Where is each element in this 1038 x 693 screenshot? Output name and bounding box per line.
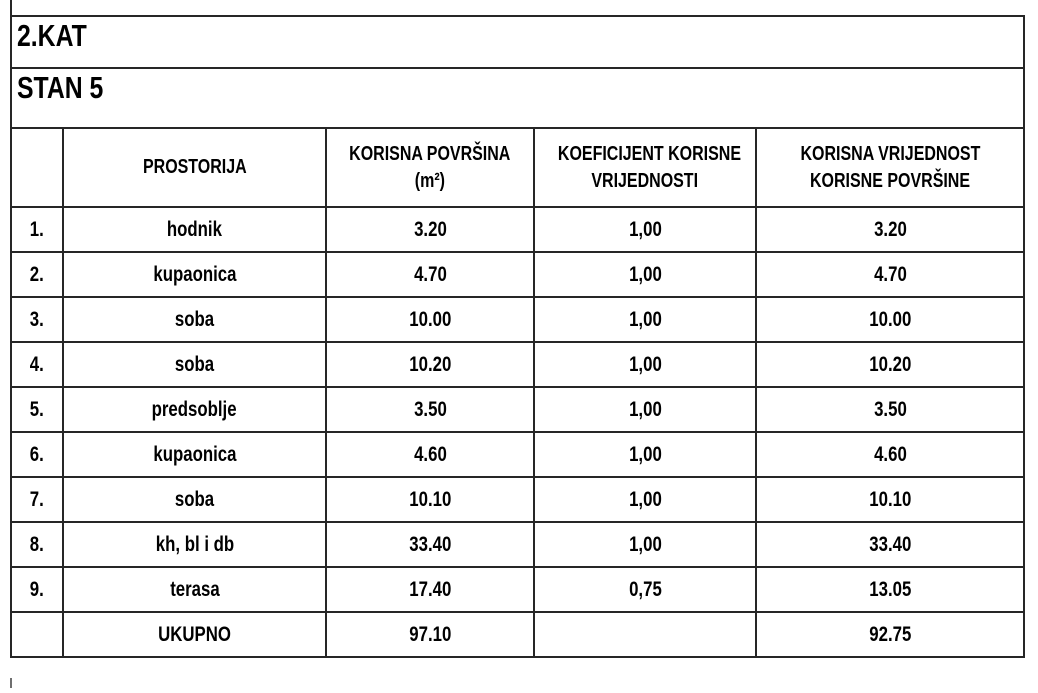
clipped-border-stub-bottom xyxy=(10,678,12,688)
useful-value: 33.40 xyxy=(868,532,912,556)
total-num-cell xyxy=(11,612,63,657)
floor-title: 2.KAT xyxy=(17,18,87,53)
row-num-cell xyxy=(11,522,63,567)
room-cell xyxy=(63,387,326,432)
useful-value-cell xyxy=(756,252,1024,297)
table-row xyxy=(11,477,1024,522)
header-value-line2: KORISNE POVRŠINE xyxy=(810,169,971,192)
room-name: kupaonica xyxy=(152,262,237,286)
row-num-cell xyxy=(11,387,63,432)
header-area-cell xyxy=(326,128,534,207)
useful-value-cell xyxy=(756,522,1024,567)
total-label-cell xyxy=(63,612,326,657)
row-num: 5. xyxy=(29,397,44,421)
area-cell xyxy=(326,432,534,477)
area-value: 17.40 xyxy=(408,577,452,601)
useful-value: 4.70 xyxy=(873,262,907,286)
coefficient-value: 1,00 xyxy=(628,352,662,376)
coefficient-value: 1,00 xyxy=(628,262,662,286)
coefficient-cell xyxy=(534,252,756,297)
total-row xyxy=(11,612,1024,657)
room-cell xyxy=(63,522,326,567)
coefficient-cell xyxy=(534,387,756,432)
coefficient-cell xyxy=(534,477,756,522)
room-name: soba xyxy=(174,487,215,511)
useful-value: 4.60 xyxy=(873,442,907,466)
area-cell xyxy=(326,207,534,252)
room-name: soba xyxy=(174,307,215,331)
coefficient-cell xyxy=(534,522,756,567)
room-cell xyxy=(63,297,326,342)
row-num: 4. xyxy=(29,352,44,376)
table-row xyxy=(11,387,1024,432)
room-name: terasa xyxy=(169,577,220,601)
header-coefficient-line1: KOEFICIJENT KORISNE xyxy=(557,142,742,165)
floor-title-row xyxy=(11,16,1024,68)
coefficient-cell xyxy=(534,207,756,252)
coefficient-cell xyxy=(534,432,756,477)
row-num: 8. xyxy=(29,532,44,556)
row-num: 1. xyxy=(29,217,44,241)
area-value: 3.20 xyxy=(413,217,447,241)
header-coefficient-cell xyxy=(534,128,756,207)
row-num: 6. xyxy=(29,442,44,466)
header-num-cell xyxy=(11,128,63,207)
room-cell xyxy=(63,567,326,612)
room-name: kupaonica xyxy=(152,442,237,466)
area-cell xyxy=(326,567,534,612)
row-num-cell xyxy=(11,342,63,387)
useful-value-cell xyxy=(756,477,1024,522)
row-num-cell xyxy=(11,477,63,522)
table-row xyxy=(11,252,1024,297)
area-cell xyxy=(326,297,534,342)
table-row xyxy=(11,567,1024,612)
coefficient-value: 0,75 xyxy=(628,577,662,601)
table-row xyxy=(11,207,1024,252)
room-name: predsoblje xyxy=(152,397,237,421)
total-area-cell xyxy=(326,612,534,657)
useful-value: 10.10 xyxy=(868,487,912,511)
coefficient-value: 1,00 xyxy=(628,397,662,421)
row-num: 7. xyxy=(29,487,44,511)
apartment-title-row xyxy=(11,68,1024,128)
table-row xyxy=(11,297,1024,342)
useful-value: 10.20 xyxy=(868,352,912,376)
area-value: 4.60 xyxy=(413,442,447,466)
total-useful-value: 92.75 xyxy=(868,622,912,646)
area-cell xyxy=(326,252,534,297)
useful-value-cell xyxy=(756,567,1024,612)
header-room-cell xyxy=(63,128,326,207)
apartment-title-cell xyxy=(11,68,1024,128)
room-cell xyxy=(63,207,326,252)
room-name: hodnik xyxy=(166,217,223,241)
header-value-cell xyxy=(756,128,1024,207)
header-area-line1: KORISNA POVRŠINA xyxy=(349,142,511,165)
room-cell xyxy=(63,432,326,477)
floor-title-cell xyxy=(11,16,1024,68)
area-calculation-table xyxy=(10,15,1025,658)
row-num-cell xyxy=(11,297,63,342)
table-row xyxy=(11,342,1024,387)
row-num: 3. xyxy=(29,307,44,331)
coefficient-value: 1,00 xyxy=(628,532,662,556)
useful-value-cell xyxy=(756,387,1024,432)
clipped-border-stub-top xyxy=(10,0,12,16)
room-cell xyxy=(63,342,326,387)
table-row xyxy=(11,522,1024,567)
row-num-cell xyxy=(11,252,63,297)
useful-value-cell xyxy=(756,297,1024,342)
useful-value-cell xyxy=(756,342,1024,387)
room-cell xyxy=(63,252,326,297)
coefficient-cell xyxy=(534,297,756,342)
area-cell xyxy=(326,387,534,432)
area-value: 33.40 xyxy=(408,532,452,556)
coefficient-cell xyxy=(534,342,756,387)
useful-value: 13.05 xyxy=(868,577,912,601)
coefficient-value: 1,00 xyxy=(628,442,662,466)
row-num-cell xyxy=(11,567,63,612)
room-name: soba xyxy=(174,352,215,376)
coefficient-value: 1,00 xyxy=(628,487,662,511)
useful-value: 3.20 xyxy=(873,217,907,241)
area-value: 10.20 xyxy=(408,352,452,376)
total-area-value: 97.10 xyxy=(408,622,452,646)
room-cell xyxy=(63,477,326,522)
header-value-line1: KORISNA VRIJEDNOST xyxy=(800,142,980,165)
row-num: 9. xyxy=(29,577,44,601)
useful-value-cell xyxy=(756,432,1024,477)
area-cell xyxy=(326,522,534,567)
total-label: UKUPNO xyxy=(158,622,231,646)
useful-value-cell xyxy=(756,207,1024,252)
coefficient-cell xyxy=(534,567,756,612)
row-num-cell xyxy=(11,207,63,252)
coefficient-value: 1,00 xyxy=(628,307,662,331)
total-value-cell xyxy=(756,612,1024,657)
total-coefficient-cell xyxy=(534,612,756,657)
area-cell xyxy=(326,342,534,387)
area-value: 3.50 xyxy=(413,397,447,421)
useful-value: 10.00 xyxy=(868,307,912,331)
area-cell xyxy=(326,477,534,522)
area-value: 10.00 xyxy=(408,307,452,331)
area-value: 4.70 xyxy=(413,262,447,286)
coefficient-value: 1,00 xyxy=(628,217,662,241)
area-value: 10.10 xyxy=(408,487,452,511)
header-area-line2: (m²) xyxy=(414,169,446,192)
useful-value: 3.50 xyxy=(873,397,907,421)
row-num-cell xyxy=(11,432,63,477)
row-num: 2. xyxy=(29,262,44,286)
room-name: kh, bl i db xyxy=(155,532,234,556)
header-room-label: PROSTORIJA xyxy=(142,156,247,178)
table-row xyxy=(11,432,1024,477)
table-header-row xyxy=(11,128,1024,207)
apartment-title: STAN 5 xyxy=(17,70,104,105)
header-coefficient-line2: VRIJEDNOSTI xyxy=(591,169,699,192)
